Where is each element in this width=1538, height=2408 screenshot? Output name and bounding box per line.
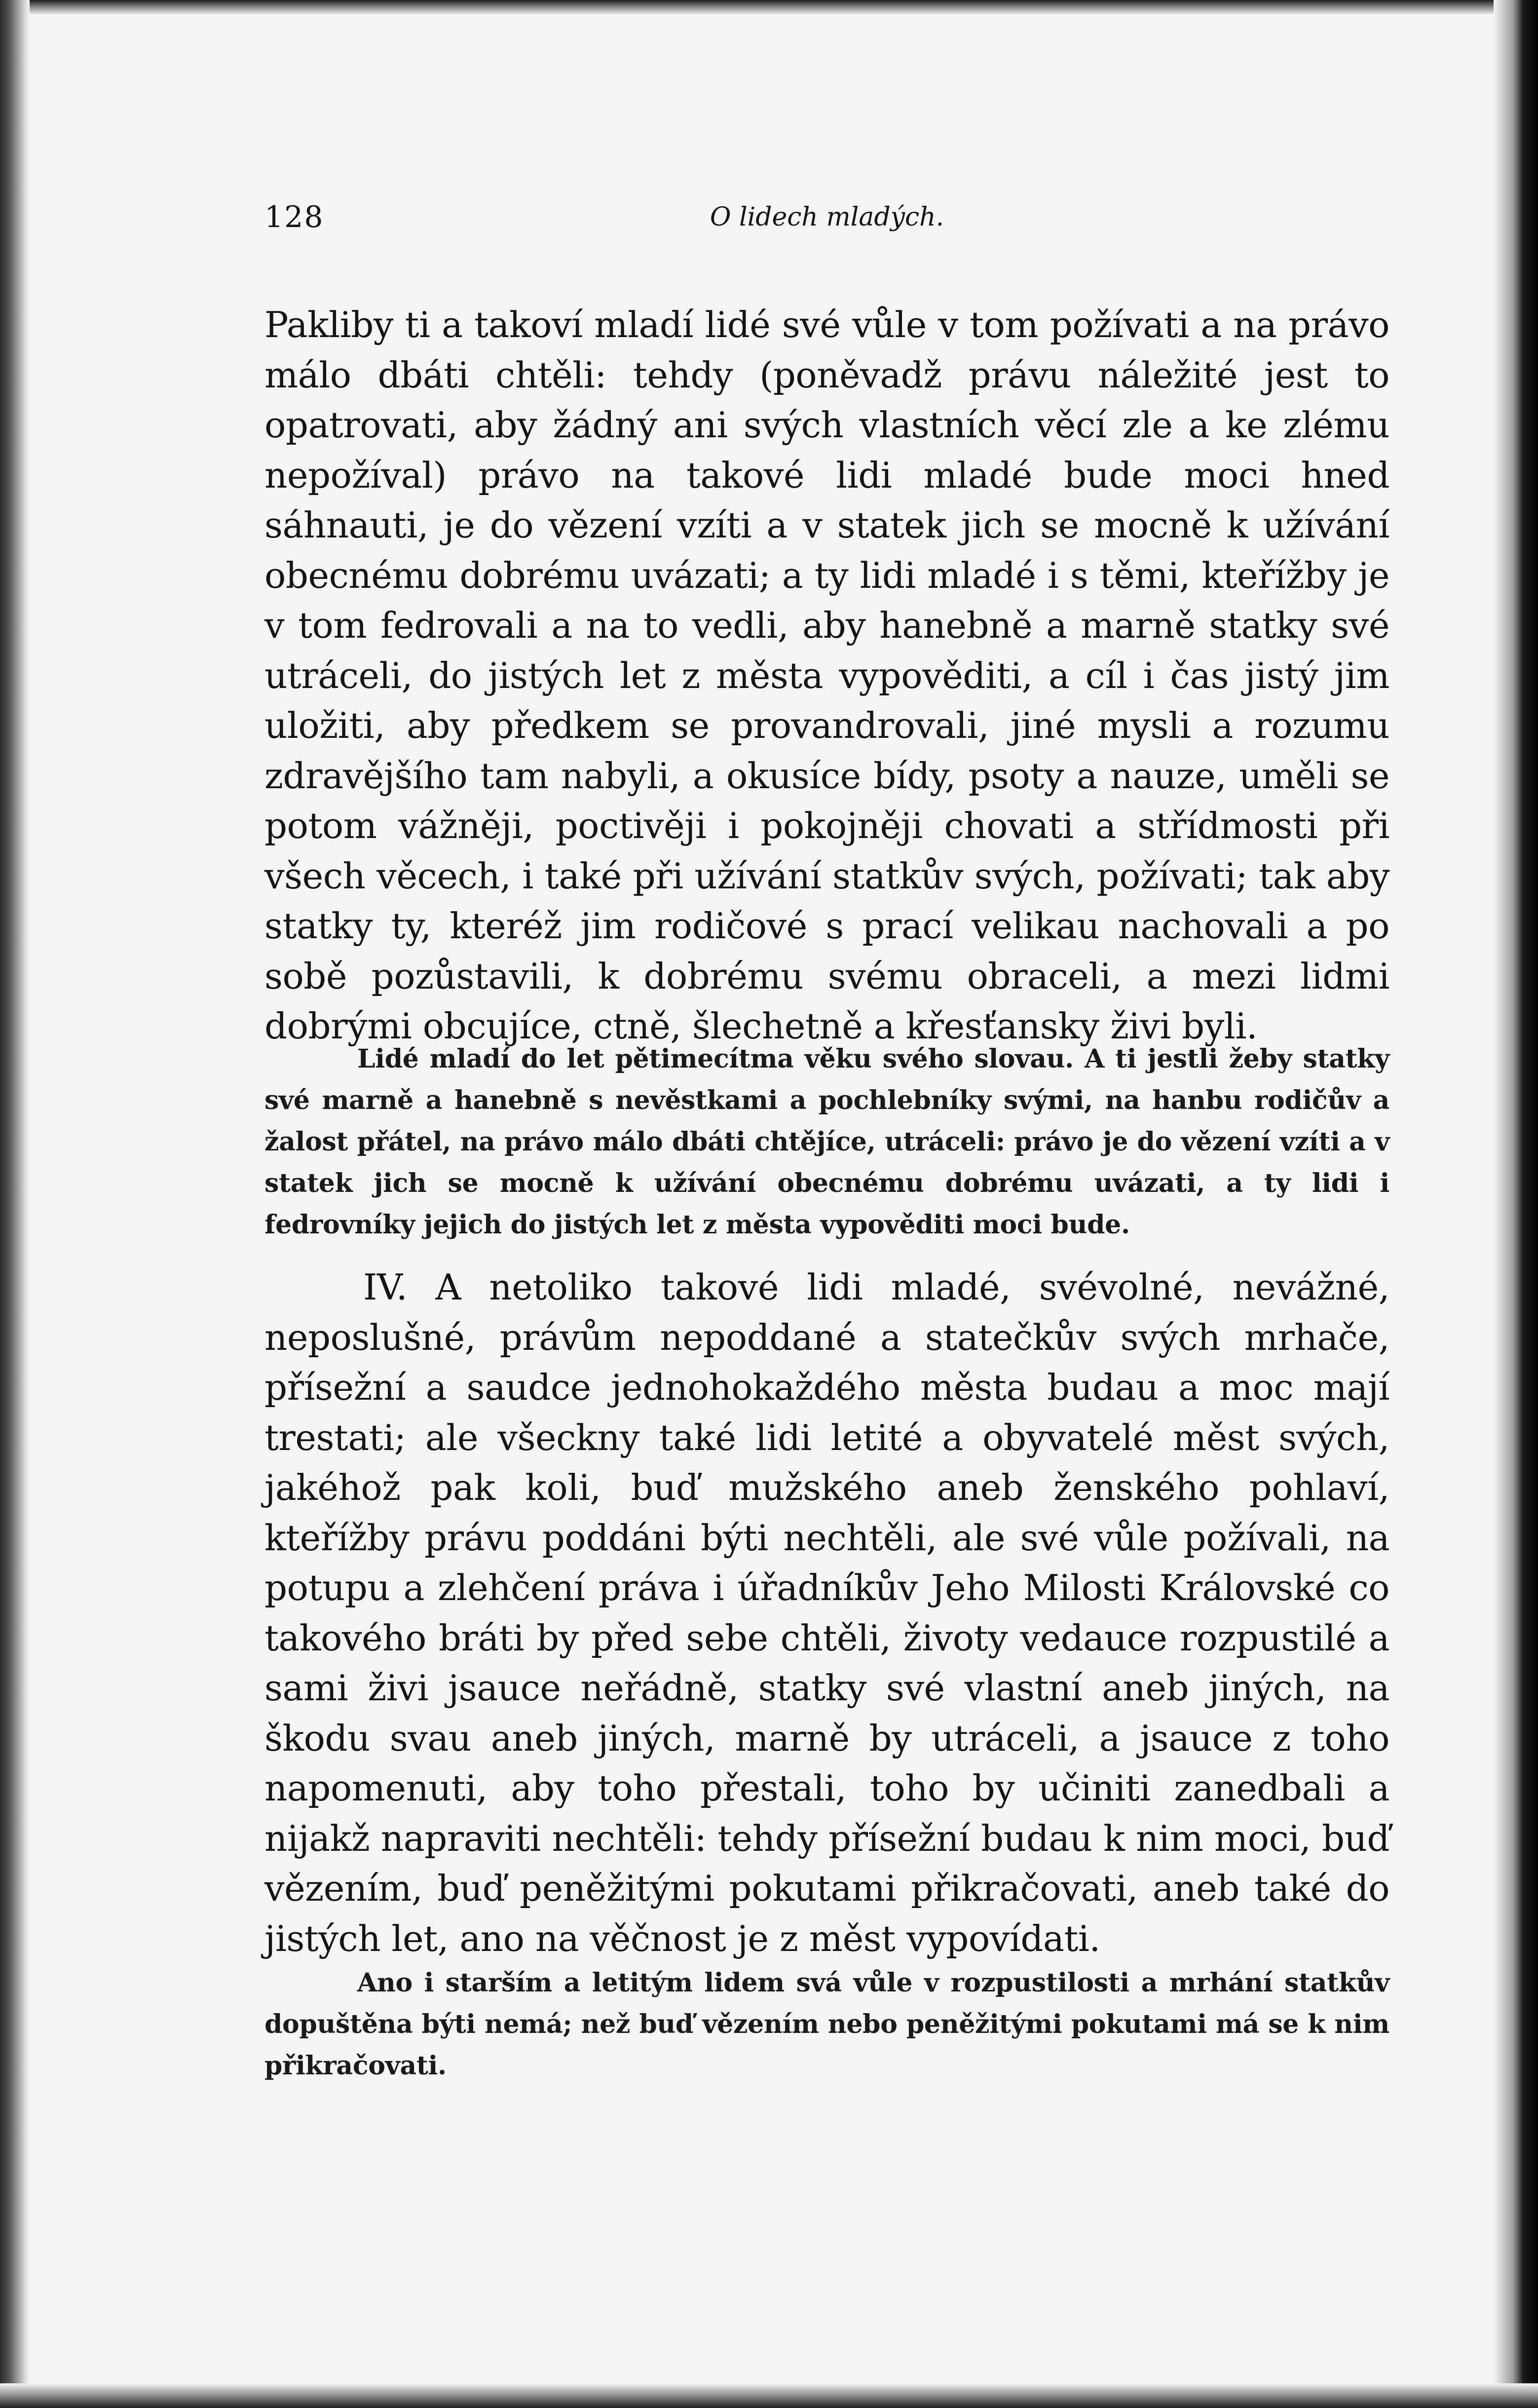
body-paragraph-1: Pakliby ti a takoví mladí lidé své vůle v tom požívati a na právo málo dbáti chtěli: tehdy (poněvadž právu náležité jest to opatrovati, aby žádný ani svých vlastních věcí zle a ke zlému nepožíval) právo na takové lidi mladé bude moci hned sáhnauti, je do vězení vzíti a v statek jich se mocně k užívání obecnému dobrému uvázati; a ty lidi mladé i s těmi, kteřížby je v tom fedrovali a na to vedli, aby hanebně a marně statky své utráceli, do jistých let z města vypověditi, a cíl i čas jistý jim uložiti, aby předkem se provandrovali, jiné mysli a rozumu zdravějšího tam nabyli, a okusíce bídy, psoty a nauze, uměli se potom vážněji, poctivěji i pokojněji chovati a střídmosti při všech věcech, i také při užívání statkův svých, požívati; tak aby statky ty, kteréž jim rodičové s prací velikau nachovali a po sobě pozůstavili, k dobrému svému obraceli, a mezi lidmi dobrými obcujíce, ctně, šlechetně a křesťansky živi byli. [264, 304, 1389, 1047]
body-paragraph-2: IV. A netoliko takové lidi mladé, svévolné, nevážné, neposlušné, právům nepoddané a statečkův svých mrhače, přísežní a saudce jednohokaždého města budau a moc mají trestati; ale všeckny také lidi letité a obyvatelé měst svých, jakéhož pak koli, buď mužského aneb ženského pohlaví, kteřížby právu poddáni býti nechtěli, ale své vůle požívali, na potupu a zlehčení práva i úřadníkův Jeho Milosti Královské co takového bráti by před sebe chtěli, životy vedauce rozpustilé a sami živi jsauce neřádně, statky své vlastní aneb jiných, na škodu svau aneb jiných, marně by utráceli, a jsauce z toho napomenuti, aby toho přestali, toho by učiniti zanedbali a nijakž napraviti nechtěli: tehdy přísežní budau k nim moci, buď vězením, buď peněžitými pokutami přikračovati, aneb také do jistých let, ano na věčnost je z měst vypovídati. [264, 1266, 1389, 1959]
page-number: 128 [264, 200, 324, 234]
scan-border-bottom [0, 2383, 1538, 2408]
scan-border-right [1494, 0, 1538, 2408]
marginal-summary-2: Ano i starším a letitým lidem svá vůle v rozpustilosti a mrhání statkův dopuštěna býti nemá; než buď vězením nebo peněžitými pokutami má se k nim přikračovati. [264, 1968, 1389, 2081]
running-head [264, 197, 1389, 237]
marginal-summary-1: Lidé mladí do let pětimecítma věku svého slovau. A ti jestli žeby statky své marně a hanebně s nevěstkami a pochlebníky svými, na hanbu rodičův a žalost přátel, na právo málo dbáti chtějíce, utráceli: právo je do vězení vzíti a v statek jich se mocně k užívání obecnému dobrému uvázati, a ty lidi i fedrovníky jejich do jistých let z města vypověditi moci bude. [264, 1044, 1389, 1240]
scan-border-left [0, 0, 30, 2408]
running-title: O lidech mladých. [710, 202, 944, 232]
scan-border-top [0, 0, 1538, 15]
